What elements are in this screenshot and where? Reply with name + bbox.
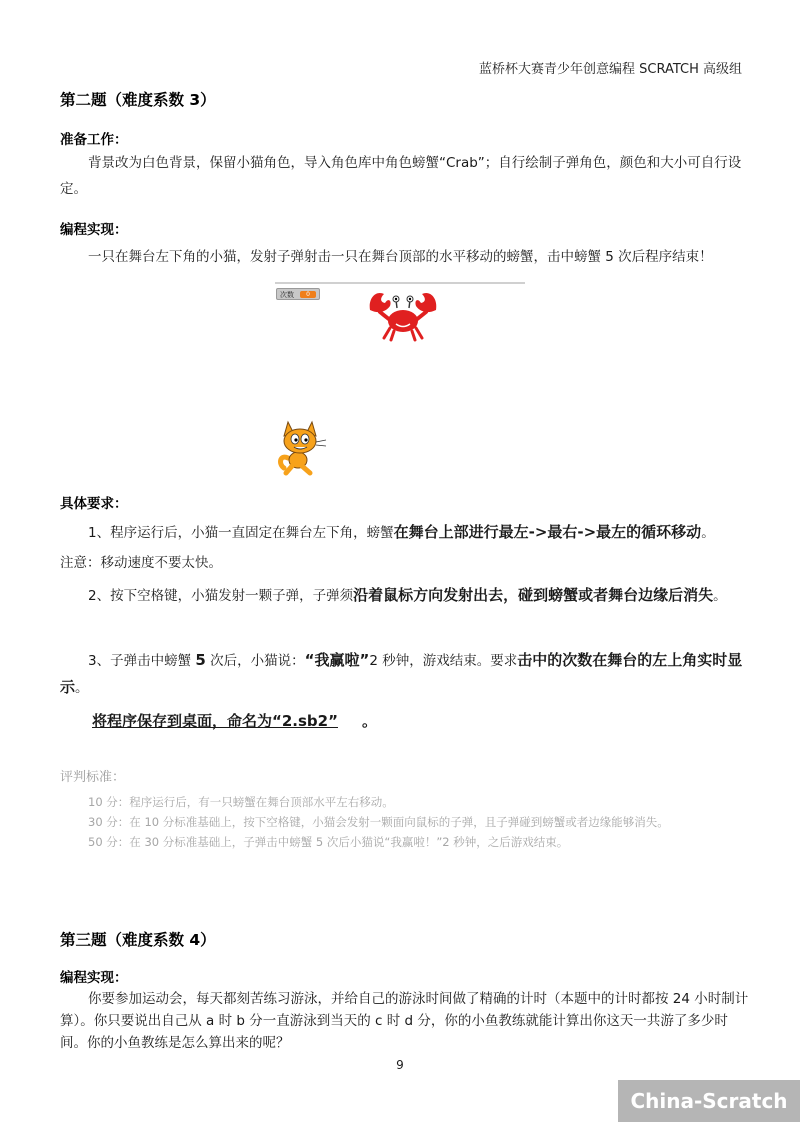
crab-icon: [366, 288, 440, 342]
q2-req-label: 具体要求：: [60, 496, 128, 512]
q2-req2: [60, 582, 750, 609]
page-header: 蓝桥杯大赛青少年创意编程 SCRATCH 高级组: [478, 62, 742, 77]
save-instruction: 将程序保存到桌面，命名为“2.sb2”: [92, 712, 338, 730]
req3-text-g: 。: [75, 680, 89, 696]
req3-text-f: 击中的次数在舞台的左上角实时显示: [60, 651, 743, 696]
q3-title: 第三题（难度系数 4）: [60, 931, 216, 949]
q2-req3: [60, 647, 750, 701]
q3-impl-label: 编程实现：: [60, 970, 128, 986]
q2-impl-label: 编程实现：: [60, 222, 128, 238]
q2-prep-label: 准备工作：: [60, 132, 128, 148]
req3-text-a: 3、子弹击中螃蟹: [88, 653, 196, 669]
score-item-10: 10 分：程序运行后，有一只螃蟹在舞台顶部水平左右移动。: [88, 795, 394, 809]
req1-text-b: 在舞台上部进行最左->最右->最左的循环移动: [393, 523, 702, 541]
req2-text-c: 。: [713, 588, 727, 604]
req3-text-c: 次后，小猫说：: [205, 653, 305, 669]
req1-text-c: 。: [701, 525, 715, 541]
req2-text-b: 沿着鼠标方向发射出去，碰到螃蟹或者舞台边缘后消失: [353, 586, 714, 604]
req3-text-b: 5: [195, 651, 206, 669]
score-item-50: 50 分：在 30 分标准基础上，子弹击中螃蟹 5 次后小猫说“我赢啦！”2 秒钟，之后游戏结束。: [88, 835, 569, 849]
req2-text-a: 2、按下空格键，小猫发射一颗子弹，子弹须: [88, 588, 354, 604]
cat-icon: [274, 418, 334, 476]
watermark: China-Scratch: [618, 1080, 800, 1122]
q2-req1-note: 注意：移动速度不要太快。: [60, 555, 222, 571]
q2-req1: [60, 519, 750, 546]
page-number: 9: [396, 1058, 404, 1072]
q3-impl-text: 你要参加运动会，每天都刻苦练习游泳，并给自己的游泳时间做了精确的计时（本题中的计时都按 24 小时制计算）。你只要说出自己从 a 时 b 分一直游泳到当天的 c 时 d 分，你的小鱼教练就能计算出你这天一共游了多少时间。你的小鱼教练是怎么算出来的呢？: [60, 991, 749, 1051]
save-instruction-tail: 。: [362, 712, 378, 730]
req1-text-a: 1、程序运行后，小猫一直固定在舞台左下角，螃蟹: [88, 525, 394, 541]
score-label: 评判标准：: [60, 770, 126, 785]
req3-text-e: 2 秒钟，游戏结束。要求: [369, 653, 518, 669]
counter-label: 次数: [280, 291, 294, 299]
counter-value: 0: [300, 291, 316, 298]
score-item-30: 30 分：在 10 分标准基础上，按下空格键，小猫会发射一颗面向鼠标的子弹，且子弹碰到螃蟹或者边缘能够消失。: [88, 815, 669, 829]
counter-monitor: [276, 288, 320, 300]
q2-title: 第二题（难度系数 3）: [60, 91, 216, 109]
q2-impl-text: 一只在舞台左下角的小猫，发射子弹射击一只在舞台顶部的水平移动的螃蟹，击中螃蟹 5 次后程序结束！: [88, 249, 713, 265]
q2-prep-text: 背景改为白色背景，保留小猫角色，导入角色库中角色螃蟹“Crab”；自行绘制子弹角色，颜色和大小可自行设定。: [60, 155, 742, 197]
stage-top-bar: [275, 282, 525, 284]
req3-text-d: “我赢啦”: [304, 651, 370, 669]
